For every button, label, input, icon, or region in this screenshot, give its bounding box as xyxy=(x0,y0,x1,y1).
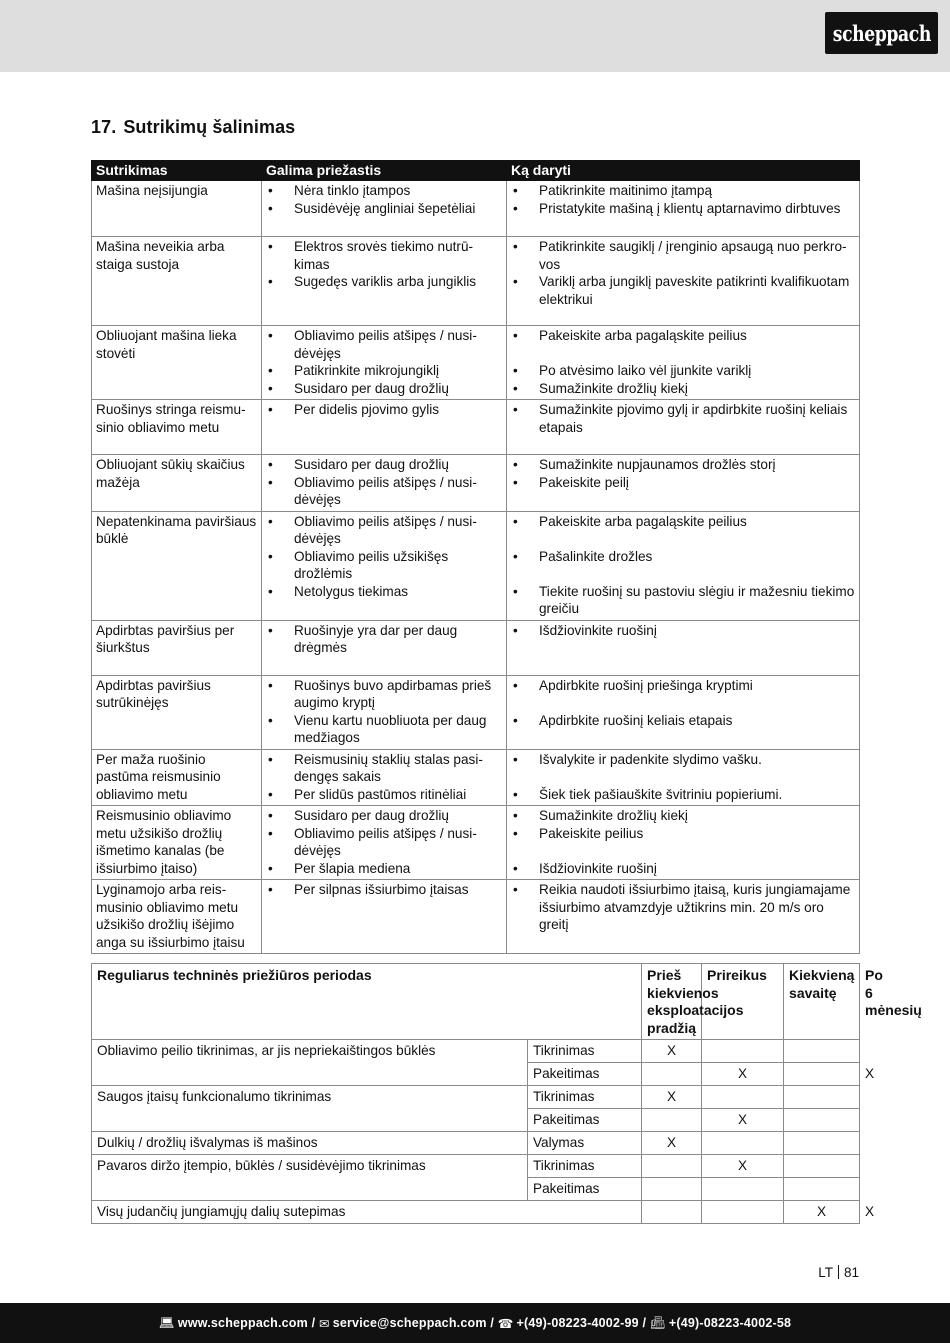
action-cell xyxy=(507,620,860,675)
mark-as-needed: X xyxy=(702,1109,784,1132)
action-cell xyxy=(507,806,860,880)
cause-list xyxy=(266,513,502,601)
problem-cell: Per maža ruošinio pastūma reismusinio obliavimo metu xyxy=(92,749,262,806)
list-item: • Susidaro per daug drožlių xyxy=(266,380,502,398)
cause-list xyxy=(266,401,502,419)
action-list xyxy=(511,751,855,804)
cause-cell xyxy=(262,455,507,512)
list-item: • Per didelis pjovimo gylis xyxy=(266,401,502,419)
list-item: • Pašalinkite drožles xyxy=(511,548,855,566)
list-item: • Susidaro per daug drožlių xyxy=(266,807,502,825)
list-item: • Susidėvėję angliniai šepetėliai xyxy=(266,200,502,218)
cause-list xyxy=(266,677,502,747)
maintenance-item: Obliavimo peilio tikrinimas, ar jis nepriekaištingos būklės xyxy=(92,1040,528,1086)
table-row xyxy=(92,749,860,806)
footer-fax: +(49)-08223-4002-58 xyxy=(668,1316,792,1330)
list-item: • Patikrinkite saugiklį / įrenginio apsaugą nuo perkrovos xyxy=(511,238,855,273)
problem-cell: Obliuojant sūkių skaičius mažėja xyxy=(92,455,262,512)
action-list xyxy=(511,327,855,397)
section-number: 17. xyxy=(91,117,117,137)
cause-list xyxy=(266,238,502,291)
header-cause: Galima priežastis xyxy=(262,161,507,181)
list-item: • Pakeiskite arba pagaląskite peilius xyxy=(511,513,855,531)
mark-before-use xyxy=(642,1178,702,1201)
mark-as-needed xyxy=(702,1201,784,1224)
mark-before-use xyxy=(642,1063,702,1086)
list-item: • Per silpnas išsiurbimo įtaisas xyxy=(266,881,502,899)
table-row xyxy=(92,326,860,400)
list-item: • Elektros srovės tiekimo nutrūkimas xyxy=(266,238,502,273)
footer-phone[interactable]: +(49)-08223-4002-99 xyxy=(516,1316,639,1330)
list-item: • Per slidūs pastūmos ritinėliai xyxy=(266,786,502,804)
footer-email[interactable]: service@scheppach.com xyxy=(332,1316,487,1330)
list-item: • Pakeiskite peilius xyxy=(511,825,855,843)
cause-list xyxy=(266,751,502,804)
list-item: • Apdirbkite ruošinį priešinga kryptimi xyxy=(511,677,855,695)
footer-band xyxy=(0,1303,950,1343)
action-list xyxy=(511,401,855,436)
cause-cell xyxy=(262,237,507,326)
maintenance-item: Dulkių / drožlių išvalymas iš mašinos xyxy=(92,1132,528,1155)
phone-icon: ☎︎ xyxy=(497,1316,514,1331)
cause-list xyxy=(266,456,502,509)
table-row xyxy=(92,511,860,620)
table-row xyxy=(92,1086,860,1109)
scheppach-logo: scheppach xyxy=(825,12,938,54)
action-cell xyxy=(507,455,860,512)
action-list xyxy=(511,456,855,491)
list-item: • Reismusinių staklių stalas pasidengęs sakais xyxy=(266,751,502,786)
mark-weekly xyxy=(784,1109,860,1132)
list-item: • Susidaro per daug drožlių xyxy=(266,456,502,474)
section-title-text: Sutrikimų šalinimas xyxy=(123,117,296,137)
problem-cell: Apdirbtas paviršius sutrūkinėjęs xyxy=(92,675,262,749)
cause-list xyxy=(266,622,502,657)
list-item: • Šiek tiek pašiauškite švitriniu popieriumi. xyxy=(511,786,855,804)
maintenance-action: Tikrinimas xyxy=(528,1040,642,1063)
mark-weekly xyxy=(784,1086,860,1109)
action-cell xyxy=(507,400,860,455)
list-item: • Pakeiskite arba pagaląskite peilius xyxy=(511,327,855,345)
list-item: • Reikia naudoti išsiurbimo įtaisą, kuris jungiamajame išsiurbimo atvamzdyje užtikrins min. 20 m/s oro greitį xyxy=(511,881,855,934)
mark-weekly xyxy=(784,1178,860,1201)
cause-cell xyxy=(262,620,507,675)
action-cell xyxy=(507,326,860,400)
mail-icon: ✉︎ xyxy=(319,1316,330,1331)
cause-cell xyxy=(262,326,507,400)
footer-separator: / xyxy=(638,1316,650,1330)
list-item: • Išdžiovinkite ruošinį xyxy=(511,860,855,878)
cause-list xyxy=(266,807,502,877)
problem-cell: Nepatenkinama paviršiaus būklė xyxy=(92,511,262,620)
table-row xyxy=(92,620,860,675)
footer-separator: / xyxy=(307,1316,319,1330)
list-item: • Tiekite ruošinį su pastoviu slėgiu ir mažesniu tiekimo greičiu xyxy=(511,583,855,618)
action-list xyxy=(511,238,855,308)
mark-weekly xyxy=(784,1155,860,1178)
mark-as-needed: X xyxy=(702,1063,784,1086)
cause-cell xyxy=(262,400,507,455)
list-item: • Ruošinyje yra dar per daug drėgmės xyxy=(266,622,502,657)
list-item: • Patikrinkite maitinimo įtampą xyxy=(511,182,855,200)
maintenance-action: Valymas xyxy=(528,1132,642,1155)
action-cell xyxy=(507,880,860,954)
cause-list xyxy=(266,327,502,397)
footer-website[interactable]: www.scheppach.com xyxy=(177,1316,308,1330)
problem-cell: Ruošinys stringa reismusinio obliavimo metu xyxy=(92,400,262,455)
header-period: Reguliarus techninės priežiūros periodas xyxy=(92,964,642,1040)
list-item: • Obliavimo peilis atšipęs / nusidėvėjęs xyxy=(266,327,502,362)
maintenance-action: Pakeitimas xyxy=(528,1109,642,1132)
list-item: • Pristatykite mašiną į klientų aptarnavimo dirbtuves xyxy=(511,200,855,218)
action-list xyxy=(511,677,855,730)
header-as-needed: Prireikus xyxy=(702,964,784,1040)
list-item: • Sumažinkite drožlių kiekį xyxy=(511,380,855,398)
fax-icon: 📠︎ xyxy=(649,1315,666,1330)
action-cell xyxy=(507,181,860,237)
mark-before-use xyxy=(642,1155,702,1178)
list-item: • Sumažinkite pjovimo gylį ir apdirbkite ruošinį keliais etapais xyxy=(511,401,855,436)
header-band xyxy=(0,0,950,72)
table-row: Pakeitimas X X xyxy=(92,1063,860,1086)
table-row xyxy=(92,880,860,954)
problem-cell: Obliuojant mašina lieka stovėti xyxy=(92,326,262,400)
list-item: • Sumažinkite nupjaunamos drožlės storį xyxy=(511,456,855,474)
mark-before-use: X xyxy=(642,1086,702,1109)
table-row xyxy=(92,675,860,749)
maintenance-header-row: Reguliarus techninės priežiūros periodas Prieš kiekvienos eksploatacijos pradžią Prireikus Kiekvieną savaitę Po 6 mėnesių xyxy=(92,964,860,1040)
maintenance-item: Saugos įtaisų funkcionalumo tikrinimas xyxy=(92,1086,528,1132)
mark-weekly xyxy=(784,1040,860,1063)
list-item: • Obliavimo peilis atšipęs / nusidėvėjęs xyxy=(266,513,502,548)
list-item: • Pakeiskite peilį xyxy=(511,474,855,492)
action-list xyxy=(511,513,855,618)
page-number-divider xyxy=(838,1265,839,1279)
mark-before-use xyxy=(642,1201,702,1224)
table-row xyxy=(92,1040,860,1063)
section-title xyxy=(91,117,295,138)
list-item: • Nėra tinklo įtampos xyxy=(266,182,502,200)
mark-as-needed xyxy=(702,1132,784,1155)
troubleshooting-header-row xyxy=(92,161,860,181)
list-item: • Variklį arba jungiklį paveskite patikrinti kvalifikuotam elektrikui xyxy=(511,273,855,308)
mark-as-needed xyxy=(702,1086,784,1109)
problem-cell: Apdirbtas paviršius per šiurkštus xyxy=(92,620,262,675)
mark-as-needed: X xyxy=(702,1155,784,1178)
mark-before-use: X xyxy=(642,1040,702,1063)
cause-cell xyxy=(262,880,507,954)
header-weekly: Kiekvieną savaitę xyxy=(784,964,860,1040)
cause-cell xyxy=(262,749,507,806)
list-item: • Apdirbkite ruošinį keliais etapais xyxy=(511,712,855,730)
list-item: • Vienu kartu nuobliuota per daug medžiagos xyxy=(266,712,502,747)
troubleshooting-table xyxy=(91,160,860,954)
table-row xyxy=(92,237,860,326)
cause-cell xyxy=(262,675,507,749)
mark-weekly xyxy=(784,1132,860,1155)
maintenance-item: Visų judančių jungiamųjų dalių sutepimas xyxy=(92,1201,642,1224)
mark-as-needed xyxy=(702,1178,784,1201)
action-list xyxy=(511,807,855,877)
action-cell xyxy=(507,511,860,620)
page-number xyxy=(818,1265,859,1280)
problem-cell: Reismusinio obliavimo metu užsikišo drožlių išmetimo kanalas (be išsiurbimo įtaiso) xyxy=(92,806,262,880)
list-item: • Obliavimo peilis užsikišęs drožlėmis xyxy=(266,548,502,583)
maintenance-item: Pavaros diržo įtempio, būklės / susidėvėjimo tikrinimas xyxy=(92,1155,528,1201)
table-row xyxy=(92,1155,860,1178)
problem-cell: Lyginamojo arba reismusinio obliavimo metu užsikišo drožlių išėjimo anga su išsiurbimo įtaisu xyxy=(92,880,262,954)
header-before-use: Prieš kiekvienos eksploatacijos pradžią xyxy=(642,964,702,1040)
maintenance-action: Tikrinimas xyxy=(528,1155,642,1178)
maintenance-action: Pakeitimas xyxy=(528,1063,642,1086)
list-item: • Obliavimo peilis atšipęs / nusidėvėjęs xyxy=(266,474,502,509)
list-item: • Išvalykite ir padenkite slydimo vašku. xyxy=(511,751,855,769)
list-item: • Obliavimo peilis atšipęs / nusidėvėjęs xyxy=(266,825,502,860)
list-item: • Netolygus tiekimas xyxy=(266,583,502,601)
list-item: • Per šlapia mediena xyxy=(266,860,502,878)
list-item: • Išdžiovinkite ruošinį xyxy=(511,622,855,640)
header-action: Ką daryti xyxy=(507,161,860,181)
maintenance-action: Pakeitimas xyxy=(528,1178,642,1201)
cause-cell xyxy=(262,181,507,237)
action-cell xyxy=(507,749,860,806)
action-cell xyxy=(507,675,860,749)
table-row xyxy=(92,806,860,880)
table-row xyxy=(92,181,860,237)
action-list xyxy=(511,881,855,934)
mark-before-use: X xyxy=(642,1132,702,1155)
action-cell xyxy=(507,237,860,326)
problem-cell: Mašina neįsijungia xyxy=(92,181,262,237)
mark-weekly xyxy=(784,1063,860,1086)
problem-cell: Mašina neveikia arba staiga sustoja xyxy=(92,237,262,326)
list-item: • Sugedęs variklis arba jungiklis xyxy=(266,273,502,291)
list-item: • Patikrinkite mikrojungiklį xyxy=(266,362,502,380)
header-problem: Sutrikimas xyxy=(92,161,262,181)
table-row xyxy=(92,455,860,512)
maintenance-action: Tikrinimas xyxy=(528,1086,642,1109)
action-list xyxy=(511,182,855,217)
list-item: • Ruošinys buvo apdirbamas prieš augimo kryptį xyxy=(266,677,502,712)
language-code: LT xyxy=(818,1265,833,1280)
cause-list xyxy=(266,182,502,217)
maintenance-table xyxy=(91,963,922,1224)
table-row: Visų judančių jungiamųjų dalių sutepimas X X xyxy=(92,1201,860,1224)
page-number-value: 81 xyxy=(843,1265,859,1280)
list-item: • Sumažinkite drožlių kiekį xyxy=(511,807,855,825)
computer-icon: 💻︎ xyxy=(158,1315,175,1330)
mark-weekly: X xyxy=(784,1201,860,1224)
action-list xyxy=(511,622,855,640)
list-item: • Po atvėsimo laiko vėl įjunkite variklį xyxy=(511,362,855,380)
footer-separator: / xyxy=(486,1316,498,1330)
table-row xyxy=(92,1132,860,1155)
cause-list xyxy=(266,881,502,899)
table-row xyxy=(92,400,860,455)
mark-before-use xyxy=(642,1109,702,1132)
cause-cell xyxy=(262,511,507,620)
cause-cell xyxy=(262,806,507,880)
mark-as-needed xyxy=(702,1040,784,1063)
